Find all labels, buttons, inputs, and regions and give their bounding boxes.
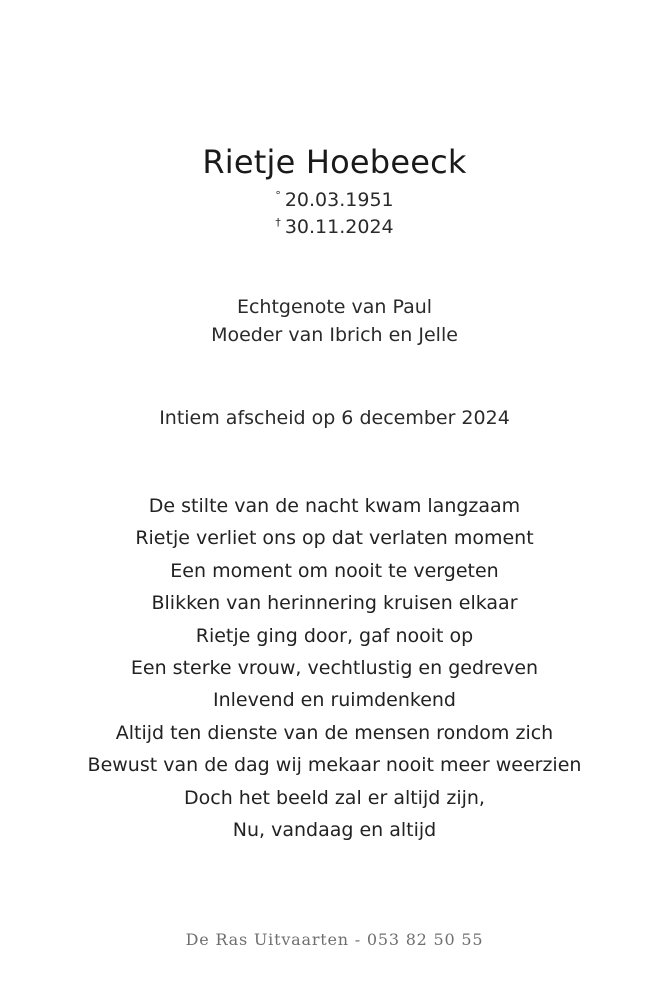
birth-date-line	[0, 183, 669, 213]
funeral-home-footer: De Ras Uitvaarten - 053 82 50 55	[185, 930, 484, 949]
birth-symbol: °	[275, 189, 281, 202]
poem-line: Rietje verliet ons op dat verlaten moment	[135, 527, 534, 550]
poem-line: Nu, vandaag en altijd	[232, 819, 437, 842]
poem-line: Inlevend en ruimdenkend	[212, 689, 456, 712]
poem	[0, 490, 669, 846]
death-symbol: †	[275, 216, 281, 229]
poem-line: Een moment om nooit te vergeten	[170, 559, 499, 582]
death-date: 30.11.2024	[284, 216, 394, 238]
relation-children: Moeder van Ibrich en Jelle	[211, 324, 458, 346]
poem-line: Bewust van de dag wij mekaar nooit meer weerzien	[87, 754, 582, 777]
poem-line: Doch het beeld zal er altijd zijn,	[184, 786, 485, 809]
poem-line: Een sterke vrouw, vechtlustig en gedreven	[130, 657, 539, 680]
poem-line: De stilte van de nacht kwam langzaam	[148, 495, 521, 517]
death-date-line	[0, 210, 669, 240]
relation-spouse: Echtgenote van Paul	[236, 296, 433, 318]
poem-line: Rietje ging door, gaf nooit op	[195, 624, 474, 647]
deceased-name: Rietje Hoebeeck	[202, 143, 467, 181]
farewell-notice: Intiem afscheid op 6 december 2024	[159, 407, 510, 429]
poem-line: Altijd ten dienste van de mensen rondom zich	[115, 721, 554, 744]
birth-date: 20.03.1951	[284, 189, 394, 211]
poem-line: Blikken van herinnering kruisen elkaar	[151, 592, 518, 615]
